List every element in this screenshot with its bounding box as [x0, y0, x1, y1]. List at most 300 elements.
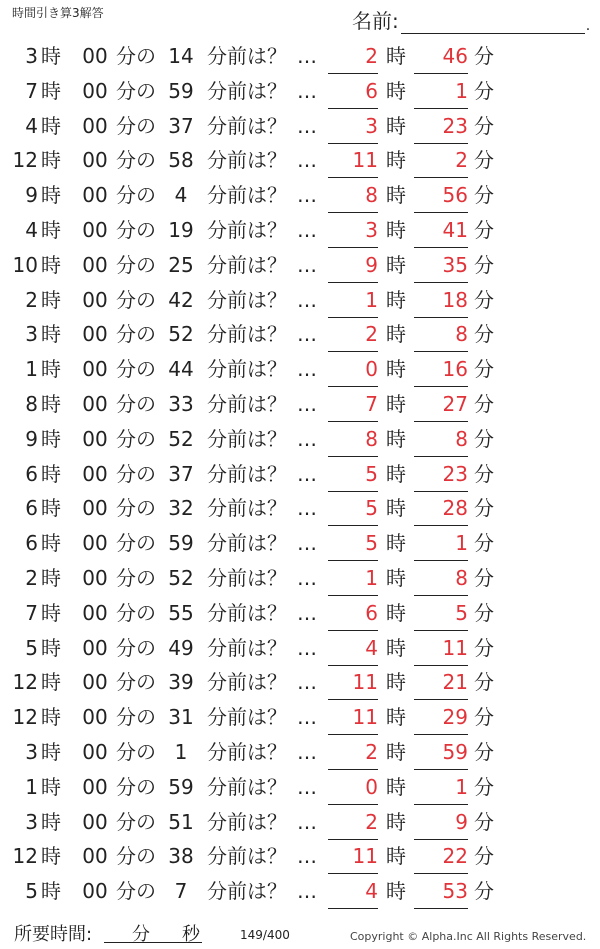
minute-of-label: 分の: [116, 600, 156, 625]
ellipsis: …: [297, 252, 317, 277]
answer-minute-unit: 分: [474, 252, 494, 277]
before-question-label: 分前は？: [207, 322, 287, 347]
before-question-label: 分前は？: [207, 217, 287, 242]
answer-hour-unit: 時: [386, 391, 406, 416]
problem-row: [0, 249, 600, 284]
answer-minute-unit: 分: [474, 322, 494, 347]
zero-minutes: 00: [82, 322, 108, 347]
ellipsis: …: [297, 322, 317, 347]
answer-hour: 4: [328, 879, 378, 909]
ellipsis: …: [297, 44, 317, 68]
minute-of-label: 分の: [116, 844, 156, 869]
problem-hour: 8: [25, 391, 38, 416]
ellipsis: …: [297, 739, 317, 764]
answer-hour: 6: [328, 79, 378, 109]
minute-of-label: 分の: [116, 739, 156, 764]
zero-minutes: 00: [82, 496, 108, 521]
ellipsis: …: [297, 705, 317, 730]
answer-minute-unit: 分: [474, 879, 494, 904]
problem-minutes: 1: [174, 739, 188, 764]
answer-minutes: 11: [414, 636, 468, 666]
problem-minutes: 25: [168, 252, 194, 277]
minute-of-label: 分の: [116, 78, 156, 103]
answer-hour-unit: 時: [386, 531, 406, 556]
answer-hour: 8: [328, 183, 378, 213]
answer-hour: 11: [328, 844, 378, 874]
answer-minutes: 18: [414, 288, 468, 318]
minute-of-label: 分の: [116, 531, 156, 556]
hour-unit-label: 時: [41, 322, 61, 347]
before-question-label: 分前は？: [207, 252, 287, 277]
hour-unit-label: 時: [41, 879, 61, 904]
problem-minutes: 42: [168, 287, 194, 312]
problem-hour: 12: [12, 148, 38, 173]
problem-minutes: 59: [168, 78, 194, 103]
problem-row: [0, 75, 600, 110]
problem-minutes: 59: [168, 531, 194, 556]
name-blank-line: [401, 11, 585, 34]
answer-hour-unit: 時: [386, 774, 406, 799]
problem-minutes: 37: [168, 461, 194, 486]
problem-minutes: 4: [174, 183, 188, 208]
answer-hour: 2: [328, 810, 378, 840]
answer-hour: 11: [328, 148, 378, 178]
minute-of-label: 分の: [116, 148, 156, 173]
minute-of-label: 分の: [116, 322, 156, 347]
answer-minutes: 59: [414, 740, 468, 770]
problem-hour: 6: [25, 461, 38, 486]
minute-of-label: 分の: [116, 252, 156, 277]
problem-row: [0, 840, 600, 875]
required-time-label: 所要時間:: [14, 924, 93, 945]
answer-minute-unit: 分: [474, 844, 494, 869]
answer-minutes: 29: [414, 705, 468, 735]
problem-hour: 5: [25, 879, 38, 904]
ellipsis: …: [297, 78, 317, 103]
answer-hour-unit: 時: [386, 287, 406, 312]
problem-minutes: 39: [168, 670, 194, 695]
problem-hour: 10: [12, 252, 38, 277]
before-question-label: 分前は？: [207, 148, 287, 173]
answer-minute-unit: 分: [474, 113, 494, 138]
answer-minute-unit: 分: [474, 426, 494, 451]
hour-unit-label: 時: [41, 148, 61, 173]
answer-minute-unit: 分: [474, 809, 494, 834]
problem-row: [0, 527, 600, 562]
answer-hour: 0: [328, 357, 378, 387]
answer-minutes: 16: [414, 357, 468, 387]
problem-hour: 3: [25, 44, 38, 68]
problem-hour: 3: [25, 322, 38, 347]
answer-minute-unit: 分: [474, 496, 494, 521]
minute-of-label: 分の: [116, 705, 156, 730]
copyright-text: Copyright © Alpha.Inc All Rights Reserved.: [350, 930, 587, 943]
answer-hour-unit: 時: [386, 426, 406, 451]
zero-minutes: 00: [82, 78, 108, 103]
ellipsis: …: [297, 809, 317, 834]
before-question-label: 分前は？: [207, 287, 287, 312]
before-question-label: 分前は？: [207, 391, 287, 416]
ellipsis: …: [297, 600, 317, 625]
answer-hour-unit: 時: [386, 78, 406, 103]
before-question-label: 分前は？: [207, 879, 287, 904]
answer-hour: 5: [328, 531, 378, 561]
minute-of-label: 分の: [116, 565, 156, 590]
problem-hour: 5: [25, 635, 38, 660]
problem-minutes: 38: [168, 844, 194, 869]
problem-hour: 9: [25, 426, 38, 451]
problem-row: [0, 458, 600, 493]
answer-hour: 2: [328, 740, 378, 770]
minute-of-label: 分の: [116, 287, 156, 312]
zero-minutes: 00: [82, 217, 108, 242]
minute-of-label: 分の: [116, 357, 156, 382]
problem-row: [0, 771, 600, 806]
ellipsis: …: [297, 565, 317, 590]
problem-minutes: 49: [168, 635, 194, 660]
problem-hour: 6: [25, 531, 38, 556]
problem-hour: 1: [25, 774, 38, 799]
answer-hour: 0: [328, 775, 378, 805]
answer-minutes: 53: [414, 879, 468, 909]
problem-hour: 1: [25, 357, 38, 382]
problem-row: [0, 318, 600, 353]
required-time-min-unit: 分: [132, 924, 150, 945]
answer-hour: 8: [328, 427, 378, 457]
ellipsis: …: [297, 774, 317, 799]
answer-hour: 5: [328, 496, 378, 526]
problem-hour: 9: [25, 183, 38, 208]
ellipsis: …: [297, 670, 317, 695]
before-question-label: 分前は？: [207, 705, 287, 730]
answer-hour: 2: [328, 44, 378, 74]
ellipsis: …: [297, 287, 317, 312]
answer-hour-unit: 時: [386, 705, 406, 730]
answer-minutes: 9: [414, 810, 468, 840]
answer-hour: 3: [328, 114, 378, 144]
problem-row: [0, 284, 600, 319]
ellipsis: …: [297, 113, 317, 138]
zero-minutes: 00: [82, 809, 108, 834]
ellipsis: …: [297, 148, 317, 173]
hour-unit-label: 時: [41, 705, 61, 730]
problem-row: [0, 423, 600, 458]
problem-minutes: 59: [168, 774, 194, 799]
minute-of-label: 分の: [116, 391, 156, 416]
problem-row: [0, 144, 600, 179]
answer-hour: 9: [328, 253, 378, 283]
problem-minutes: 7: [174, 879, 188, 904]
name-label: 名前:: [352, 9, 399, 33]
answer-hour: 11: [328, 670, 378, 700]
before-question-label: 分前は？: [207, 78, 287, 103]
ellipsis: …: [297, 531, 317, 556]
zero-minutes: 00: [82, 148, 108, 173]
answer-minutes: 8: [414, 427, 468, 457]
before-question-label: 分前は？: [207, 809, 287, 834]
answer-minute-unit: 分: [474, 635, 494, 660]
hour-unit-label: 時: [41, 44, 61, 68]
answer-minute-unit: 分: [474, 287, 494, 312]
answer-minute-unit: 分: [474, 148, 494, 173]
hour-unit-label: 時: [41, 357, 61, 382]
zero-minutes: 00: [82, 531, 108, 556]
answer-hour: 1: [328, 288, 378, 318]
ellipsis: …: [297, 426, 317, 451]
before-question-label: 分前は？: [207, 113, 287, 138]
footer: [0, 918, 600, 948]
before-question-label: 分前は？: [207, 357, 287, 382]
zero-minutes: 00: [82, 635, 108, 660]
hour-unit-label: 時: [41, 287, 61, 312]
problem-row: [0, 736, 600, 771]
answer-hour-unit: 時: [386, 44, 406, 68]
ellipsis: …: [297, 635, 317, 660]
minute-of-label: 分の: [116, 44, 156, 68]
answer-hour: 1: [328, 566, 378, 596]
problem-hour: 7: [25, 78, 38, 103]
problem-minutes: 58: [168, 148, 194, 173]
hour-unit-label: 時: [41, 391, 61, 416]
zero-minutes: 00: [82, 670, 108, 695]
hour-unit-label: 時: [41, 600, 61, 625]
problem-row: [0, 806, 600, 841]
answer-minute-unit: 分: [474, 531, 494, 556]
answer-hour-unit: 時: [386, 670, 406, 695]
answer-hour-unit: 時: [386, 252, 406, 277]
problem-hour: 12: [12, 670, 38, 695]
problem-minutes: 31: [168, 705, 194, 730]
before-question-label: 分前は？: [207, 739, 287, 764]
before-question-label: 分前は？: [207, 774, 287, 799]
required-time-blank: [104, 920, 202, 943]
zero-minutes: 00: [82, 183, 108, 208]
answer-minute-unit: 分: [474, 78, 494, 103]
zero-minutes: 00: [82, 844, 108, 869]
zero-minutes: 00: [82, 287, 108, 312]
minute-of-label: 分の: [116, 183, 156, 208]
problem-row: [0, 353, 600, 388]
minute-of-label: 分の: [116, 496, 156, 521]
answer-minute-unit: 分: [474, 183, 494, 208]
answer-hour-unit: 時: [386, 322, 406, 347]
answer-hour-unit: 時: [386, 879, 406, 904]
hour-unit-label: 時: [41, 113, 61, 138]
problem-row: [0, 214, 600, 249]
hour-unit-label: 時: [41, 78, 61, 103]
answer-minutes: 46: [414, 44, 468, 74]
problem-row: [0, 492, 600, 527]
problem-hour: 6: [25, 496, 38, 521]
ellipsis: …: [297, 879, 317, 904]
answer-minute-unit: 分: [474, 670, 494, 695]
ellipsis: …: [297, 496, 317, 521]
answer-hour-unit: 時: [386, 461, 406, 486]
hour-unit-label: 時: [41, 252, 61, 277]
zero-minutes: 00: [82, 44, 108, 68]
problem-minutes: 51: [168, 809, 194, 834]
ellipsis: …: [297, 461, 317, 486]
answer-minutes: 21: [414, 670, 468, 700]
hour-unit-label: 時: [41, 461, 61, 486]
problem-minutes: 52: [168, 426, 194, 451]
before-question-label: 分前は？: [207, 600, 287, 625]
zero-minutes: 00: [82, 705, 108, 730]
problem-minutes: 14: [168, 44, 194, 68]
answer-hour-unit: 時: [386, 809, 406, 834]
before-question-label: 分前は？: [207, 635, 287, 660]
before-question-label: 分前は？: [207, 844, 287, 869]
minute-of-label: 分の: [116, 217, 156, 242]
answer-minutes: 5: [414, 601, 468, 631]
page-number: 149/400: [240, 928, 290, 942]
ellipsis: …: [297, 844, 317, 869]
answer-minute-unit: 分: [474, 391, 494, 416]
hour-unit-label: 時: [41, 809, 61, 834]
hour-unit-label: 時: [41, 739, 61, 764]
zero-minutes: 00: [82, 461, 108, 486]
problem-minutes: 37: [168, 113, 194, 138]
before-question-label: 分前は？: [207, 565, 287, 590]
minute-of-label: 分の: [116, 113, 156, 138]
hour-unit-label: 時: [41, 565, 61, 590]
hour-unit-label: 時: [41, 217, 61, 242]
answer-hour-unit: 時: [386, 739, 406, 764]
before-question-label: 分前は？: [207, 496, 287, 521]
problem-list: [0, 40, 600, 910]
answer-hour-unit: 時: [386, 600, 406, 625]
before-question-label: 分前は？: [207, 183, 287, 208]
answer-hour-unit: 時: [386, 217, 406, 242]
problem-minutes: 52: [168, 565, 194, 590]
answer-hour: 5: [328, 462, 378, 492]
ellipsis: …: [297, 183, 317, 208]
problem-row: [0, 666, 600, 701]
answer-minute-unit: 分: [474, 217, 494, 242]
problem-hour: 4: [25, 217, 38, 242]
hour-unit-label: 時: [41, 183, 61, 208]
minute-of-label: 分の: [116, 809, 156, 834]
problem-minutes: 52: [168, 322, 194, 347]
problem-minutes: 55: [168, 600, 194, 625]
minute-of-label: 分の: [116, 879, 156, 904]
answer-minutes: 8: [414, 322, 468, 352]
answer-minutes: 1: [414, 79, 468, 109]
answer-hour: 6: [328, 601, 378, 631]
problem-hour: 7: [25, 600, 38, 625]
ellipsis: …: [297, 391, 317, 416]
problem-row: [0, 179, 600, 214]
problem-row: [0, 875, 600, 910]
answer-hour: 4: [328, 636, 378, 666]
answer-minutes: 56: [414, 183, 468, 213]
zero-minutes: 00: [82, 391, 108, 416]
required-time-sec-unit: 秒: [182, 924, 200, 945]
hour-unit-label: 時: [41, 774, 61, 799]
answer-minute-unit: 分: [474, 705, 494, 730]
answer-minutes: 8: [414, 566, 468, 596]
problem-hour: 12: [12, 705, 38, 730]
answer-minutes: 23: [414, 114, 468, 144]
before-question-label: 分前は？: [207, 44, 287, 68]
answer-minute-unit: 分: [474, 600, 494, 625]
hour-unit-label: 時: [41, 635, 61, 660]
hour-unit-label: 時: [41, 844, 61, 869]
answer-hour-unit: 時: [386, 148, 406, 173]
ellipsis: …: [297, 357, 317, 382]
answer-hour-unit: 時: [386, 183, 406, 208]
answer-minutes: 23: [414, 462, 468, 492]
answer-minutes: 35: [414, 253, 468, 283]
before-question-label: 分前は？: [207, 531, 287, 556]
answer-minute-unit: 分: [474, 44, 494, 68]
answer-minute-unit: 分: [474, 357, 494, 382]
problem-minutes: 19: [168, 217, 194, 242]
problem-row: [0, 388, 600, 423]
ellipsis: …: [297, 217, 317, 242]
answer-hour-unit: 時: [386, 565, 406, 590]
minute-of-label: 分の: [116, 461, 156, 486]
answer-hour-unit: 時: [386, 357, 406, 382]
problem-hour: 2: [25, 287, 38, 312]
name-field: [352, 5, 590, 34]
zero-minutes: 00: [82, 739, 108, 764]
worksheet-title: 時間引き算3解答: [12, 6, 104, 20]
answer-minutes: 2: [414, 148, 468, 178]
problem-hour: 4: [25, 113, 38, 138]
minute-of-label: 分の: [116, 670, 156, 695]
answer-minute-unit: 分: [474, 739, 494, 764]
answer-minute-unit: 分: [474, 461, 494, 486]
minute-of-label: 分の: [116, 774, 156, 799]
problem-hour: 3: [25, 809, 38, 834]
answer-hour-unit: 時: [386, 496, 406, 521]
problem-minutes: 33: [168, 391, 194, 416]
name-line-dot: .: [585, 18, 591, 34]
problem-hour: 2: [25, 565, 38, 590]
hour-unit-label: 時: [41, 531, 61, 556]
problem-minutes: 44: [168, 357, 194, 382]
zero-minutes: 00: [82, 357, 108, 382]
problem-row: [0, 632, 600, 667]
problem-hour: 12: [12, 844, 38, 869]
minute-of-label: 分の: [116, 635, 156, 660]
problem-hour: 3: [25, 739, 38, 764]
zero-minutes: 00: [82, 113, 108, 138]
zero-minutes: 00: [82, 565, 108, 590]
problem-row: [0, 110, 600, 145]
answer-hour-unit: 時: [386, 635, 406, 660]
problem-minutes: 32: [168, 496, 194, 521]
answer-hour-unit: 時: [386, 844, 406, 869]
answer-hour: 7: [328, 392, 378, 422]
answer-minutes: 41: [414, 218, 468, 248]
zero-minutes: 00: [82, 879, 108, 904]
hour-unit-label: 時: [41, 496, 61, 521]
answer-minutes: 1: [414, 531, 468, 561]
answer-minutes: 22: [414, 844, 468, 874]
zero-minutes: 00: [82, 600, 108, 625]
answer-hour-unit: 時: [386, 113, 406, 138]
answer-minutes: 27: [414, 392, 468, 422]
before-question-label: 分前は？: [207, 461, 287, 486]
zero-minutes: 00: [82, 252, 108, 277]
answer-minutes: 1: [414, 775, 468, 805]
problem-row: [0, 701, 600, 736]
problem-row: [0, 562, 600, 597]
zero-minutes: 00: [82, 774, 108, 799]
answer-hour: 2: [328, 322, 378, 352]
